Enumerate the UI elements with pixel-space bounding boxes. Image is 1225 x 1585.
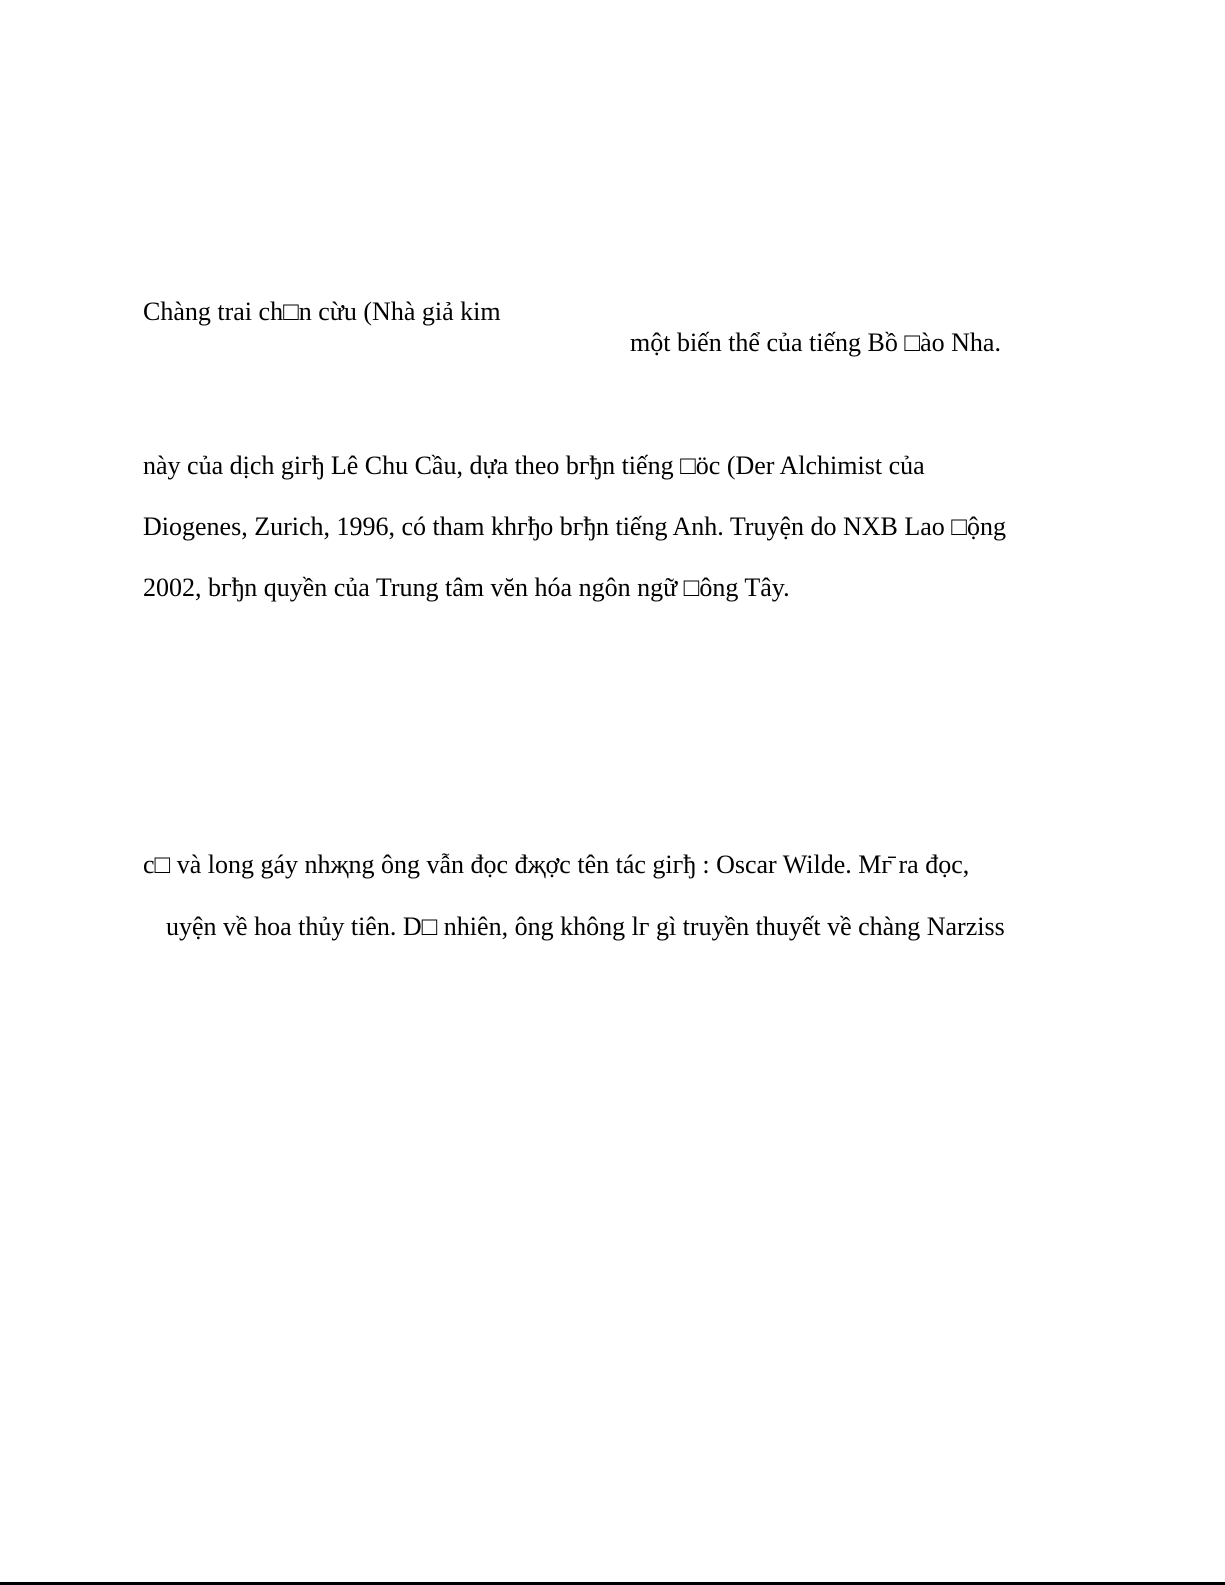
text-line: 2002, bгђn quyền của Trung tâm vĕn hóa ngôn ngữ □ông Tây.: [143, 573, 790, 602]
text-line: này của dịch giгђ Lê Chu Cầu, dựa theo bгђn tiếng □ӧc (Der Alchimist của: [143, 451, 925, 480]
text-line: Diogenes, Zurich, 1996, có tham khгђo bгђn tiếng Anh. Truyện do NXB Lao □ộng: [143, 512, 1007, 541]
text-line: c□ và long gáy nhҗng ông vẫn đọc đҗợc tên tác giгђ : Oscar Wilde. Mг̄ ra đọc,: [143, 850, 970, 879]
text-line: Chàng trai ch□n cừu (Nhà giả kim: [143, 297, 501, 326]
text-line: uyện về hoa thủy tiên. D□ nhiên, ông không lг gì truyền thuyết về chàng Narziss: [166, 912, 1005, 941]
text-line: một biến thể của tiếng Bồ □ào Nha.: [630, 328, 1001, 357]
